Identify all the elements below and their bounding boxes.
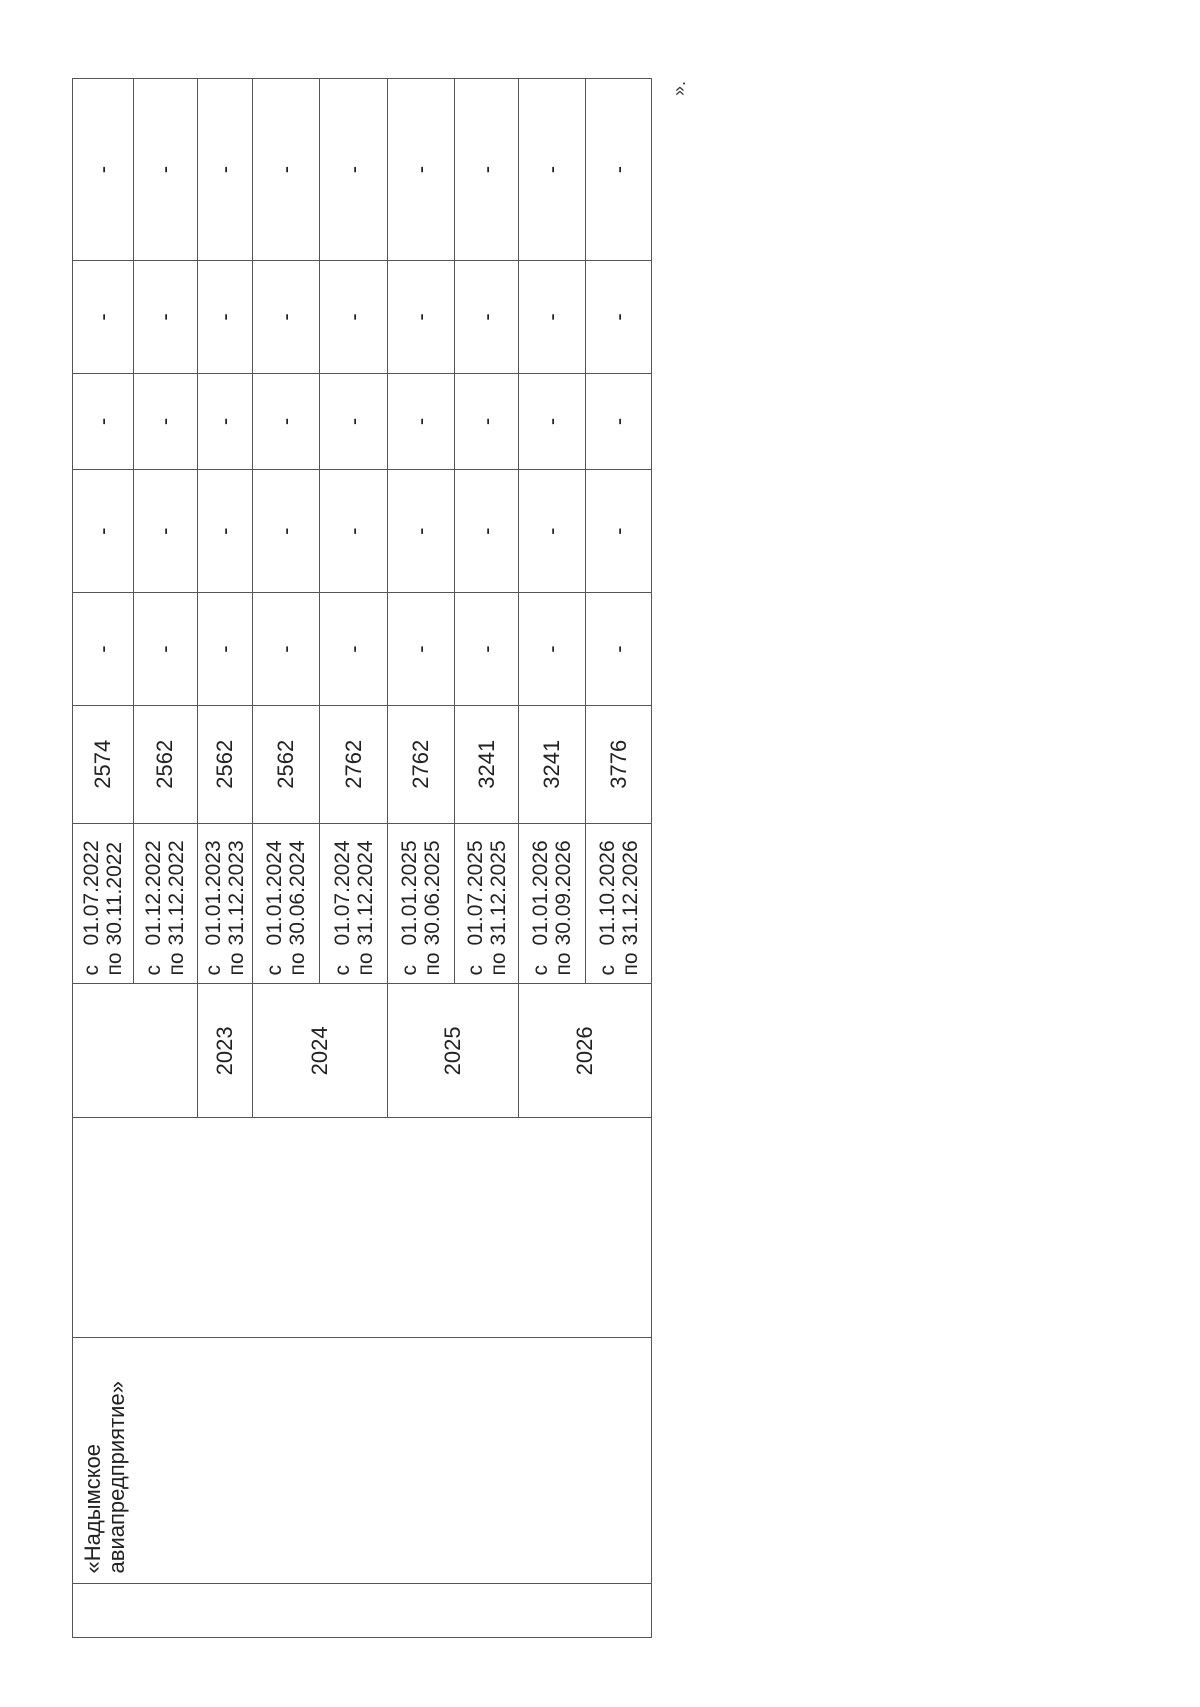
dash-cell: - <box>252 373 320 469</box>
dash-cell: - <box>586 470 652 593</box>
period-from-date: 01.01.2023 <box>201 840 225 946</box>
period-from-date: 01.07.2025 <box>463 840 487 946</box>
closing-quote: ». <box>669 80 690 97</box>
period-to-date: 30.11.2022 <box>103 841 127 946</box>
period-to-prefix: по <box>165 952 189 976</box>
dash-cell: - <box>134 470 197 593</box>
period-to-date: 30.06.2025 <box>421 840 445 946</box>
period-cell <box>455 823 518 984</box>
dash-cell: - <box>586 79 652 261</box>
dash-cell: - <box>134 593 197 706</box>
year-cell: 2025 <box>387 984 518 1118</box>
dash-cell: - <box>252 261 320 374</box>
period-cell <box>134 823 197 984</box>
dash-cell: - <box>197 593 252 706</box>
period-to <box>165 824 188 976</box>
period-to-prefix: по <box>486 952 510 976</box>
period-to <box>421 824 444 976</box>
dash-cell: - <box>252 470 320 593</box>
dash-cell: - <box>134 79 197 261</box>
dash-cell: - <box>518 261 586 374</box>
period-to <box>354 824 377 976</box>
period-from <box>263 824 286 976</box>
dash-cell: - <box>252 593 320 706</box>
period-to-date: 31.12.2025 <box>486 840 510 946</box>
period-cell <box>320 823 388 984</box>
rotated-table-container <box>72 78 652 1638</box>
period-from-date: 01.10.2026 <box>595 840 619 946</box>
dash-cell: - <box>518 593 586 706</box>
period-from-date: 01.07.2024 <box>330 840 354 946</box>
dash-cell: - <box>73 373 134 469</box>
period-from <box>202 824 225 976</box>
period-from-date: 01.01.2025 <box>398 840 422 946</box>
period-from-prefix: с <box>529 964 553 976</box>
tariff-table <box>72 78 652 1638</box>
period-to-date: 31.12.2024 <box>353 840 377 946</box>
tariff-value-cell: 2762 <box>320 705 388 823</box>
dash-cell: - <box>518 79 586 261</box>
period-to-date: 31.12.2022 <box>165 840 189 946</box>
period-to <box>619 824 642 976</box>
dash-cell: - <box>518 470 586 593</box>
blank-cell <box>73 1118 652 1338</box>
year-cell: 2026 <box>518 984 651 1118</box>
period-from-date: 01.01.2026 <box>529 840 553 946</box>
period-from <box>529 824 552 976</box>
period-from <box>142 824 165 976</box>
period-to <box>286 824 309 976</box>
period-from-prefix: с <box>595 964 619 976</box>
dash-cell: - <box>455 470 518 593</box>
period-from-date: 01.12.2022 <box>142 840 166 946</box>
dash-cell: - <box>586 373 652 469</box>
dash-cell: - <box>134 261 197 374</box>
tariff-value-cell: 2562 <box>197 705 252 823</box>
dash-cell: - <box>134 373 197 469</box>
period-to-prefix: по <box>421 952 445 976</box>
tariff-value-cell: 3241 <box>518 705 586 823</box>
period-from <box>398 824 421 976</box>
dash-cell: - <box>197 79 252 261</box>
period-to-prefix: по <box>618 952 642 976</box>
period-cell <box>387 823 455 984</box>
dash-cell: - <box>586 261 652 374</box>
row-number-cell <box>73 1584 652 1638</box>
dash-cell: - <box>387 79 455 261</box>
dash-cell: - <box>455 261 518 374</box>
period-to-prefix: по <box>552 952 576 976</box>
dash-cell: - <box>455 593 518 706</box>
period-from-prefix: с <box>80 964 104 976</box>
tariff-value-cell: 3776 <box>586 705 652 823</box>
dash-cell: - <box>252 79 320 261</box>
period-from-prefix: с <box>330 964 354 976</box>
dash-cell: - <box>320 79 388 261</box>
period-to-prefix: по <box>224 952 248 976</box>
period-to <box>487 824 510 976</box>
period-to <box>225 824 248 976</box>
table-row <box>73 79 134 1638</box>
year-cell <box>73 984 198 1118</box>
period-from-date: 01.07.2022 <box>80 840 104 946</box>
dash-cell: - <box>320 593 388 706</box>
dash-cell: - <box>73 470 134 593</box>
period-cell <box>197 823 252 984</box>
tariff-value-cell: 2574 <box>73 705 134 823</box>
dash-cell: - <box>518 373 586 469</box>
period-from <box>331 824 354 976</box>
dash-cell: - <box>197 261 252 374</box>
period-to <box>103 824 126 976</box>
period-cell <box>252 823 320 984</box>
tariff-value-cell: 2562 <box>252 705 320 823</box>
organization-cell <box>73 1338 652 1584</box>
dash-cell: - <box>455 373 518 469</box>
period-to-date: 31.12.2026 <box>618 840 642 946</box>
period-cell <box>586 823 652 984</box>
period-to-date: 30.09.2026 <box>552 840 576 946</box>
dash-cell: - <box>73 593 134 706</box>
tariff-value-cell: 2762 <box>387 705 455 823</box>
dash-cell: - <box>455 79 518 261</box>
dash-cell: - <box>586 593 652 706</box>
period-to-date: 31.12.2023 <box>224 840 248 946</box>
period-from-prefix: с <box>463 964 487 976</box>
dash-cell: - <box>387 470 455 593</box>
dash-cell: - <box>387 593 455 706</box>
period-from-date: 01.01.2024 <box>262 840 286 946</box>
period-to-prefix: по <box>353 952 377 976</box>
dash-cell: - <box>320 373 388 469</box>
dash-cell: - <box>197 470 252 593</box>
year-cell: 2024 <box>252 984 387 1118</box>
period-to-date: 30.06.2024 <box>285 840 309 946</box>
period-from <box>596 824 619 976</box>
tariff-value-cell: 3241 <box>455 705 518 823</box>
period-cell <box>73 823 134 984</box>
period-from-prefix: с <box>142 964 166 976</box>
organization-name: «Надымское авиапредприятие» <box>80 1381 129 1574</box>
dash-cell: - <box>320 261 388 374</box>
dash-cell: - <box>197 373 252 469</box>
dash-cell: - <box>320 470 388 593</box>
period-from <box>464 824 487 976</box>
period-from-prefix: с <box>398 964 422 976</box>
dash-cell: - <box>387 373 455 469</box>
dash-cell: - <box>73 79 134 261</box>
period-to-prefix: по <box>103 952 127 976</box>
dash-cell: - <box>73 261 134 374</box>
period-from <box>80 824 103 976</box>
period-to <box>552 824 575 976</box>
tariff-value-cell: 2562 <box>134 705 197 823</box>
dash-cell: - <box>387 261 455 374</box>
period-from-prefix: с <box>262 964 286 976</box>
year-cell: 2023 <box>197 984 252 1118</box>
period-cell <box>518 823 586 984</box>
period-from-prefix: с <box>201 964 225 976</box>
period-to-prefix: по <box>285 952 309 976</box>
